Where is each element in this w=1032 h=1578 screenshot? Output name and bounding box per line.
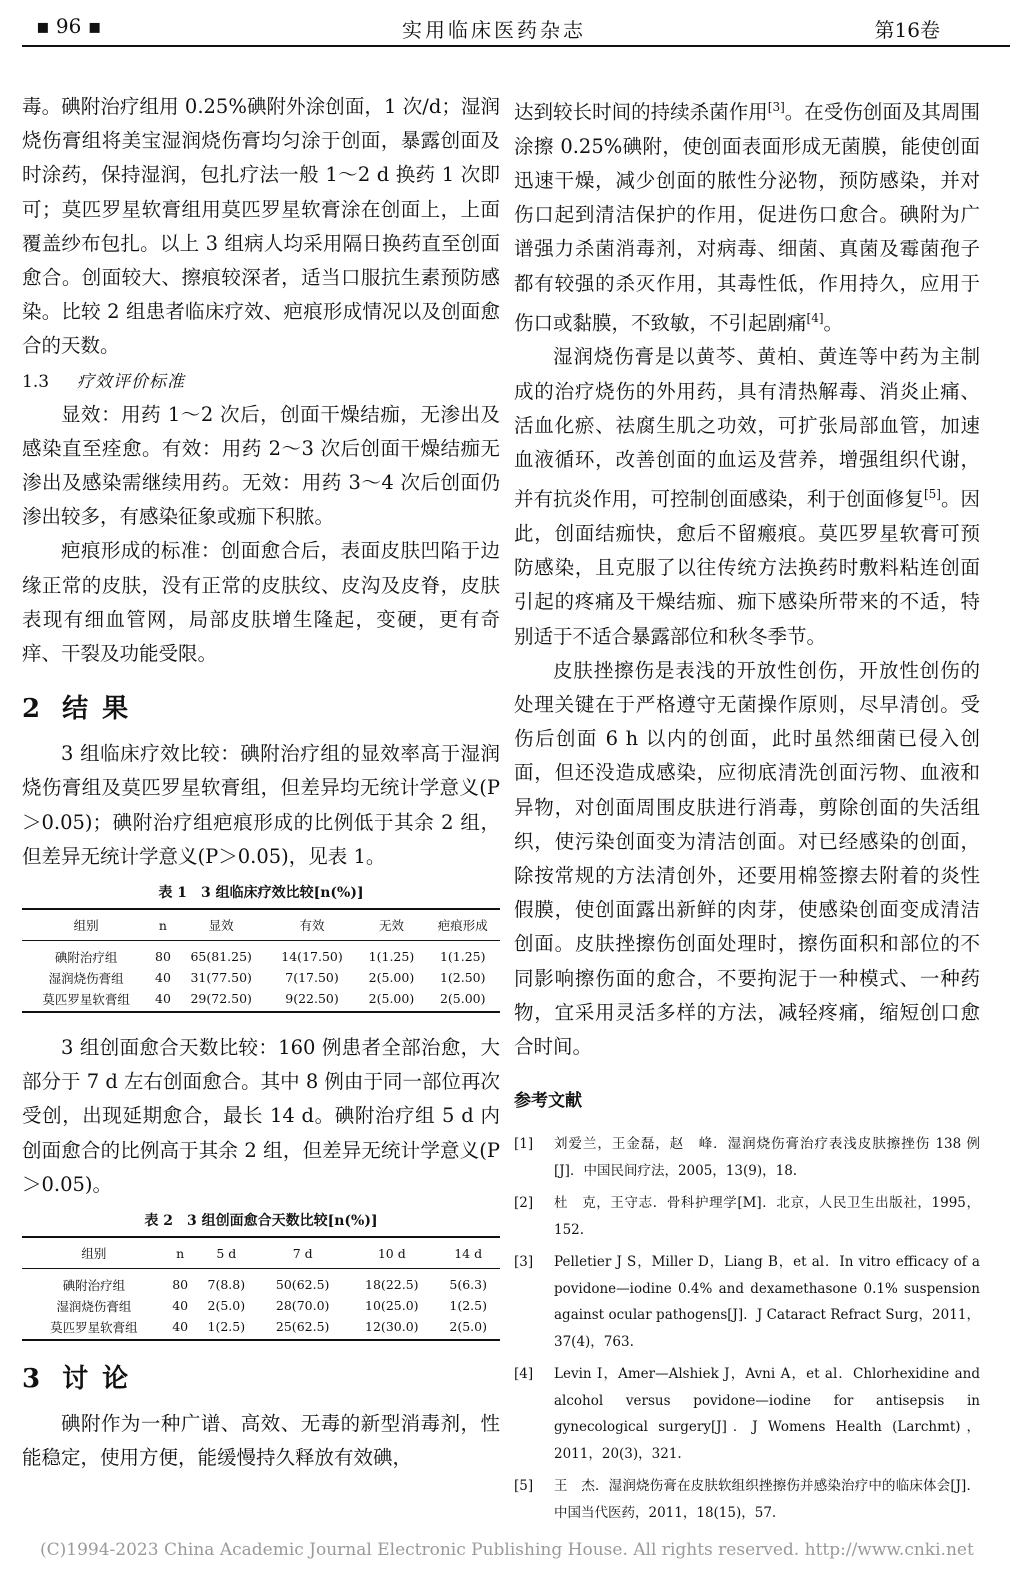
table-cell: 莫匹罗星软膏组 <box>22 988 150 1012</box>
header-rule <box>22 45 1010 47</box>
column-header: 5 d <box>195 1237 259 1269</box>
table-cell: 1(1.25) <box>439 949 486 965</box>
reference-text: 刘爱兰，王金磊，赵 峰．湿润烧伤膏治疗表浅皮肤擦挫伤 138 例[J]．中国民间疗法，2005，13(9)，18. <box>554 1136 980 1179</box>
table-cell: 2(5.00) <box>357 988 425 1012</box>
references-title: 参考文献 <box>514 1091 582 1112</box>
table-row <box>22 941 500 968</box>
table-cell: 65(81.25) <box>190 949 252 965</box>
reference-text: 王 杰．湿润烧伤膏在皮肤软组织挫擦伤并感染治疗中的临床体会[J]．中国当代医药，2011，18(15)，57. <box>554 1478 980 1521</box>
table-cell: 40 <box>155 970 171 986</box>
table-cell: 1(2.5) <box>195 1316 259 1340</box>
text-run: 达到较长时间的持续杀菌作用 <box>514 100 768 124</box>
left-column <box>22 90 500 1475</box>
table-cell: 2(5.0) <box>207 1298 246 1314</box>
table-1-caption: 表 1 3 组临床疗效比较[n(%)] <box>158 885 364 902</box>
reference-item <box>514 1131 980 1184</box>
citation: [5] <box>923 487 941 502</box>
discussion-paragraph-continued <box>514 90 980 340</box>
table-cell: 14(17.50) <box>281 949 343 965</box>
table-row <box>22 1316 500 1340</box>
reference-number: [1] <box>514 1136 534 1153</box>
journal-title: 实用临床医药杂志 <box>402 18 586 42</box>
section-heading-discussion <box>22 1359 500 1399</box>
table-cell: 湿润烧伤膏组 <box>48 970 124 986</box>
reference-number: [4] <box>514 1366 534 1383</box>
reference-list <box>514 1131 980 1526</box>
table-cell: 莫匹罗星软膏组 <box>22 1316 166 1340</box>
table-cell: 50(62.5) <box>275 1277 330 1293</box>
column-header: n <box>166 1237 195 1269</box>
results-paragraph-1: 3 组临床疗效比较：碘附治疗组的显效率高于湿润烧伤膏组及莫匹罗星软膏组，但差异均无统计学意义(P＞0.05)；碘附治疗组疤痕形成的比例低于其余 2 组，但差异无统计学意义(P＞0.05)，见表 1。 <box>22 742 500 868</box>
reference-item <box>514 1249 980 1355</box>
table-cell: 湿润烧伤膏组 <box>56 1298 132 1314</box>
table-row <box>22 967 500 988</box>
criteria-paragraph: 显效：用药 1～2 次后，创面干燥结痂，无渗出及感染直至痊愈。有效：用药 2～3 次后创面干燥结痂无渗出及感染需继续用药。无效：用药 3～4 次后创面仍渗出较多，有感染征象或痂下积脓。 <box>22 402 500 529</box>
table-cell: 7(17.50) <box>285 970 339 986</box>
table-cell: 80 <box>155 949 171 965</box>
copyright-footer: (C)1994-2023 China Academic Journal Electronic Publishing House. All rights reserved. http://www.cnki.net <box>40 1540 974 1560</box>
table-cell: 7(8.8) <box>207 1277 246 1293</box>
text-run: 。 <box>823 311 844 335</box>
section-title: 讨论 <box>62 1364 143 1395</box>
reference-text: Pelletier J S，Miller D，Liang B，et al．In vitro efficacy of a povidone—iodine 0.4% and dexamethasone 0.1% suspension against ocular pathogens[J]．J Cataract Refract Surg，2011，37(4)，763. <box>554 1254 980 1350</box>
table-2 <box>22 1210 500 1341</box>
table-cell: 2(5.0) <box>436 1316 500 1340</box>
table-2-caption: 表 2 3 组创面愈合天数比较[n(%)] <box>144 1213 378 1230</box>
text-run: 。因此，创面结痂快，愈后不留瘢痕。莫匹罗星软膏可预防感染，且克服了以往传统方法换药时敷料粘连创面引起的疼痛及干燥结痂、痂下感染所带来的不适，特别适于不适合暴露部位和秋冬季节。 <box>514 487 980 648</box>
table-cell: 碘附治疗组 <box>54 949 118 965</box>
scar-criteria-paragraph: 疤痕形成的标准：创面愈合后，表面皮肤凹陷于边缘正常的皮肤，没有正常的皮肤纹、皮沟及皮脊，皮肤表现有细血管网，局部皮肤增生隆起，变硬，更有奇痒、干裂及功能受限。 <box>22 539 500 666</box>
table-cell: 9(22.50) <box>267 988 358 1012</box>
table-cell: 40 <box>166 1316 195 1340</box>
reference-text: 杜 克，王守志．骨科护理学[M]．北京，人民卫生出版社，1995，152. <box>554 1195 980 1238</box>
volume-label: 第16卷 <box>874 18 940 42</box>
table-row <box>22 988 500 1012</box>
table-cell: 1(2.50) <box>439 970 486 986</box>
table-1 <box>22 882 500 1013</box>
table-cell: 40 <box>150 988 176 1012</box>
table-row <box>22 1295 500 1316</box>
subsection-number: 1.3 <box>22 371 50 392</box>
column-header: 显效 <box>176 909 267 941</box>
reference-number: [5] <box>514 1478 534 1495</box>
section-title: 结果 <box>62 694 143 725</box>
reference-item <box>514 1190 980 1243</box>
table-1-grid <box>22 908 500 1013</box>
results-paragraph-2: 3 组创面愈合天数比较：160 例患者全部治愈，大部分于 7 d 左右创面愈合。其中 8 例由于同一部位再次受创，出现延期愈合，最长 14 d。碘附治疗组 5 d 内创面愈合的比例高于其余 2 组，但差异无统计学意义(P＞0.05)。 <box>22 1036 500 1196</box>
methods-paragraph: 毒。碘附治疗组用 0.25%碘附外涂创面，1 次/d；湿润烧伤膏组将美宝湿润烧伤膏均匀涂于创面，暴露创面及时涂药，保持湿润，包扎疗法一般 1～2 d 换药 1 次即可；莫匹罗星软膏组用莫匹罗星软膏涂在创面上，上面覆盖纱布包扎。以上 3 组病人均采用隔日换药直至创面愈合。创面较大、擦痕较深者，适当口服抗生素预防感染。比较 2 组患者临床疗效、疤痕形成情况以及创面愈合的天数。 <box>22 95 500 358</box>
column-header: 10 d <box>347 1237 436 1269</box>
reference-number: [3] <box>514 1254 534 1271</box>
subsection-title: 疗效评价标准 <box>77 371 186 392</box>
table-cell: 5(6.3) <box>449 1277 487 1293</box>
discussion-paragraph-3: 皮肤挫擦伤是表浅的开放性创伤，开放性创伤的处理关键在于严格遵守无菌操作原则，尽早清创。受伤后创面 6 h 以内的创面，此时虽然细菌已侵入创面，但还没造成感染，应彻底清洗创面污物、血液和异物，对创面周围皮肤进行消毒，剪除创面的失活组织，使污染创面变为清洁创面。对已经感染的创面，除按常规的方法清创外，还要用棉签擦去附着的炎性假膜，使创面露出新鲜的肉芽，使感染创面变成清洁创面。皮肤挫擦伤创面处理时，擦伤面积和部位的不同影响擦伤面的愈合，不要拘泥于一种模式、一种药物，宜采用灵活多样的方法，减轻疼痛，缩短创口愈合时间。 <box>514 658 980 1058</box>
section-heading-results <box>22 689 500 729</box>
reference-number: [2] <box>514 1195 534 1212</box>
column-header: 有效 <box>267 909 358 941</box>
discussion-paragraph-1: 碘附作为一种广谱、高效、无毒的新型消毒剂，性能稳定，使用方便，能缓慢持久释放有效碘， <box>22 1412 500 1470</box>
subsection-heading-1-3 <box>22 366 500 398</box>
table-cell: 2(5.00) <box>425 988 500 1012</box>
column-header: 组别 <box>22 1237 166 1269</box>
text-run: 湿润烧伤膏是以黄芩、黄柏、黄连等中药为主制成的治疗烧伤的外用药，具有清热解毒、消炎止痛、活血化瘀、祛腐生肌之功效，可扩张局部血管，加速血液循环，改善创面的血运及营养，增强组织代谢，并有抗炎作用，可控制创面感染，利于创面修复 <box>514 345 980 511</box>
reference-item <box>514 1361 980 1467</box>
table-cell: 28(70.0) <box>275 1298 330 1314</box>
table-cell: 80 <box>172 1277 189 1293</box>
table-cell: 2(5.00) <box>368 970 415 986</box>
reference-text: Levin I，Amer—Alshiek J，Avni A，et al．Chlorhexidine and alcohol versus povidone—iodine for antisepsis in gynecological surgery[J]．J Womens Health (Larchmt)，2011，20(3)，321. <box>554 1366 980 1462</box>
page-header <box>22 10 1010 46</box>
table-cell: 18(22.5) <box>365 1277 419 1293</box>
table-cell: 1(1.25) <box>368 949 415 965</box>
table-cell: 31(77.50) <box>190 970 252 986</box>
section-number: 2 <box>22 694 41 725</box>
table-row <box>22 1269 500 1296</box>
reference-item <box>514 1473 980 1526</box>
table-cell: 12(30.0) <box>347 1316 436 1340</box>
table-cell: 1(2.5) <box>449 1298 487 1314</box>
table-cell: 25(62.5) <box>258 1316 347 1340</box>
table-cell: 40 <box>172 1298 189 1314</box>
table-2-grid <box>22 1236 500 1341</box>
column-header: 7 d <box>258 1237 347 1269</box>
column-header: 14 d <box>436 1237 500 1269</box>
right-column <box>514 90 980 1532</box>
citation: [3] <box>767 100 785 114</box>
column-header: n <box>150 909 176 941</box>
discussion-paragraph-2 <box>514 340 980 653</box>
column-header: 无效 <box>357 909 425 941</box>
table-cell: 碘附治疗组 <box>62 1277 126 1293</box>
citation: [4] <box>806 310 824 325</box>
section-number: 3 <box>22 1364 41 1395</box>
column-header: 疤痕形成 <box>425 909 500 941</box>
table-cell: 10(25.0) <box>365 1298 419 1314</box>
column-header: 组别 <box>22 909 150 941</box>
page-number: ▪ 96 ▪ <box>36 14 102 38</box>
text-run: 。在受伤创面及其周围涂擦 0.25%碘附，使创面表面形成无菌膜，能使创面迅速干燥，减少创面的脓性分泌物，预防感染，并对伤口起到清洁保护的作用，促进伤口愈合。碘附为广谱强力杀菌消毒剂，对病毒、细菌、真菌及霉菌孢子都有较强的杀灭作用，其毒性低，作用持久，应用于伤口或黏膜，不致敏，不引起剧痛 <box>514 100 980 335</box>
table-cell: 29(72.50) <box>176 988 267 1012</box>
